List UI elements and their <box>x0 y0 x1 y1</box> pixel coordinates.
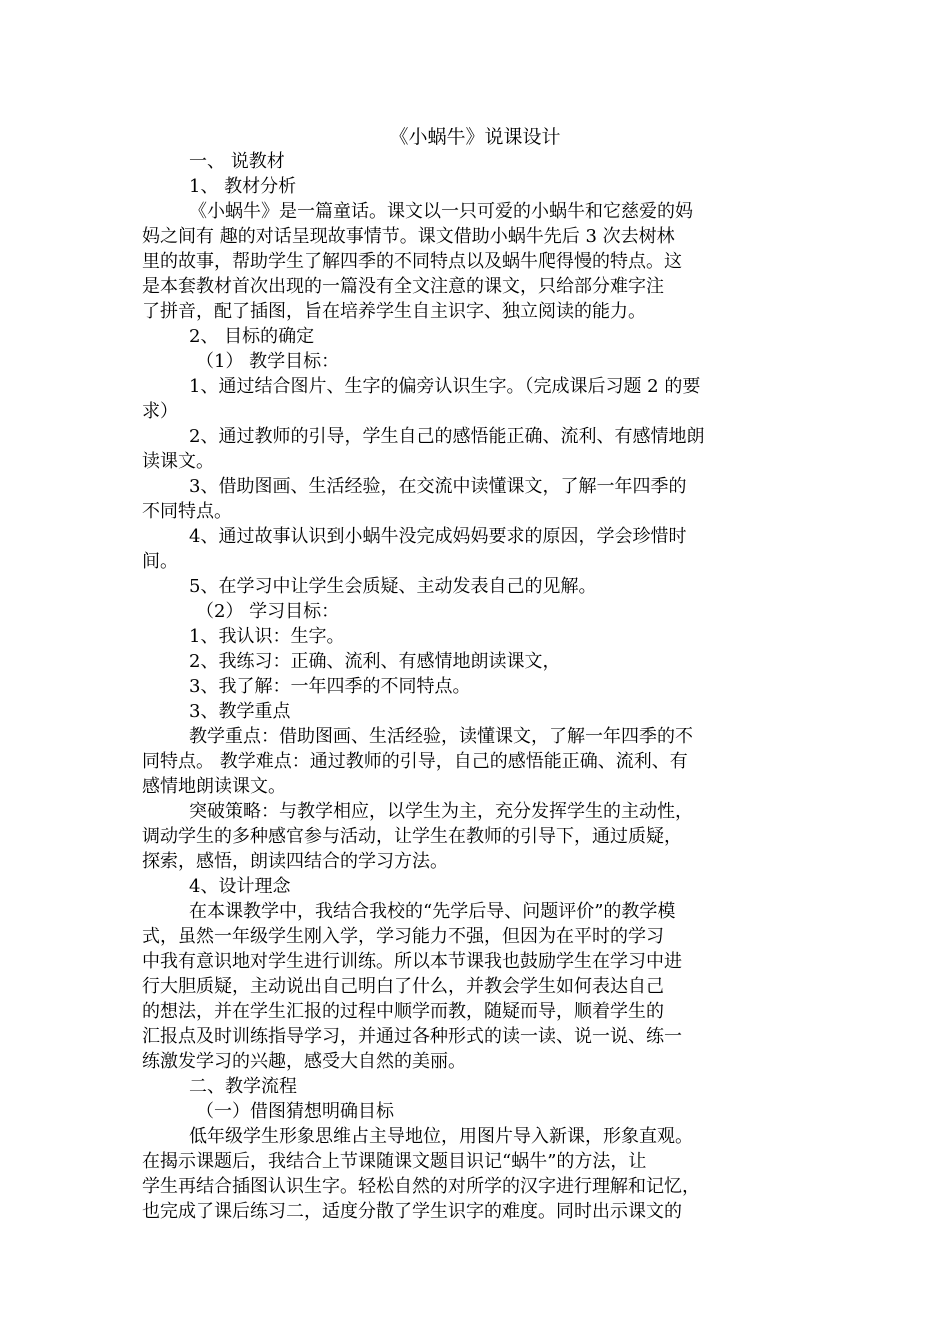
subsection-heading: 3、教学重点 <box>189 701 291 722</box>
subsection-heading: 1、 教材分析 <box>189 176 297 197</box>
paragraph-line: 同特点。 教学难点：通过教师的引导，自己的感悟能正确、流利、有 <box>142 751 688 772</box>
paragraph-line: 中我有意识地对学生进行训练。所以本节课我也鼓励学生在学习中进 <box>142 951 682 972</box>
paragraph-line: 间。 <box>142 551 178 572</box>
paragraph-line: 练激发学习的兴趣，感受大自然的美丽。 <box>142 1051 466 1072</box>
paragraph-line: 式，虽然一年级学生刚入学，学习能力不强，但因为在平时的学习 <box>142 926 664 947</box>
paragraph-line: 在揭示课题后，我结合上节课随课文题目识记“蜗牛”的方法，让 <box>142 1151 647 1172</box>
paragraph-line: 5、在学习中让学生会质疑、主动发表自己的见解。 <box>189 576 597 597</box>
paragraph-line: 1、通过结合图片、生字的偏旁认识生字。（完成课后习题 2 的要 <box>189 376 701 397</box>
subsection-heading: 2、 目标的确定 <box>189 326 315 347</box>
paragraph-line: 汇报点及时训练指导学习，并通过各种形式的读一读、说一说、练一 <box>142 1026 682 1047</box>
section-heading: 二、教学流程 <box>189 1076 297 1097</box>
paragraph-line: 妈之间有 趣的对话呈现故事情节。课文借助小蜗牛先后 3 次去树林 <box>142 226 675 247</box>
paragraph-line: 2、通过教师的引导，学生自己的感悟能正确、流利、有感情地朗 <box>189 426 705 447</box>
paragraph-line: 2、我练习：正确、流利、有感情地朗读课文， <box>189 651 561 672</box>
paragraph-line: 了拼音，配了插图，旨在培养学生自主识字、独立阅读的能力。 <box>142 301 646 322</box>
paragraph-line: 3、借助图画、生活经验，在交流中读懂课文，了解一年四季的 <box>189 476 687 497</box>
subsection-heading: （一）借图猜想明确目标 <box>196 1101 394 1122</box>
subsection-heading: 4、设计理念 <box>189 876 291 897</box>
paragraph-line: 《小蜗牛》是一篇童话。课文以一只可爱的小蜗牛和它慈爱的妈 <box>189 201 693 222</box>
paragraph-line: 在本课教学中，我结合我校的“先学后导、问题评价”的教学模 <box>189 901 676 922</box>
paragraph-line: 读课文。 <box>142 451 214 472</box>
paragraph-line: 调动学生的多种感官参与活动，让学生在教师的引导下，通过质疑， <box>142 826 682 847</box>
paragraph-line: 学生再结合插图认识生字。轻松自然的对所学的汉字进行理解和记忆， <box>142 1176 700 1197</box>
paragraph-line: 不同特点。 <box>142 501 232 522</box>
subsection-heading: （1） 教学目标： <box>196 351 340 372</box>
paragraph-line: 低年级学生形象思维占主导地位，用图片导入新课，形象直观。 <box>189 1126 693 1147</box>
paragraph-line: 行大胆质疑，主动说出自己明白了什么，并教会学生如何表达自己 <box>142 976 664 997</box>
paragraph-line: 感情地朗读课文。 <box>142 776 286 797</box>
paragraph-line: 求） <box>142 401 178 422</box>
section-heading: 一、 说教材 <box>189 151 285 172</box>
paragraph-line: 突破策略：与教学相应，以学生为主，充分发挥学生的主动性， <box>189 801 693 822</box>
paragraph-line: 4、通过故事认识到小蜗牛没完成妈妈要求的原因，学会珍惜时 <box>189 526 687 547</box>
paragraph-line: 1、我认识：生字。 <box>189 626 345 647</box>
subsection-heading: （2） 学习目标： <box>196 601 340 622</box>
paragraph-line: 也完成了课后练习二，适度分散了学生识字的难度。同时出示课文的 <box>142 1201 682 1222</box>
paragraph-line: 里的故事，帮助学生了解四季的不同特点以及蜗牛爬得慢的特点。这 <box>142 251 682 272</box>
paragraph-line: 探索，感悟，朗读四结合的学习方法。 <box>142 851 448 872</box>
document-title: 《小蜗牛》说课设计 <box>389 126 561 148</box>
paragraph-line: 是本套教材首次出现的一篇没有全文注意的课文，只给部分难字注 <box>142 276 664 297</box>
paragraph-line: 3、我了解：一年四季的不同特点。 <box>189 676 471 697</box>
paragraph-line: 的想法，并在学生汇报的过程中顺学而教，随疑而导，顺着学生的 <box>142 1001 664 1022</box>
paragraph-line: 教学重点：借助图画、生活经验，读懂课文，了解一年四季的不 <box>189 726 693 747</box>
